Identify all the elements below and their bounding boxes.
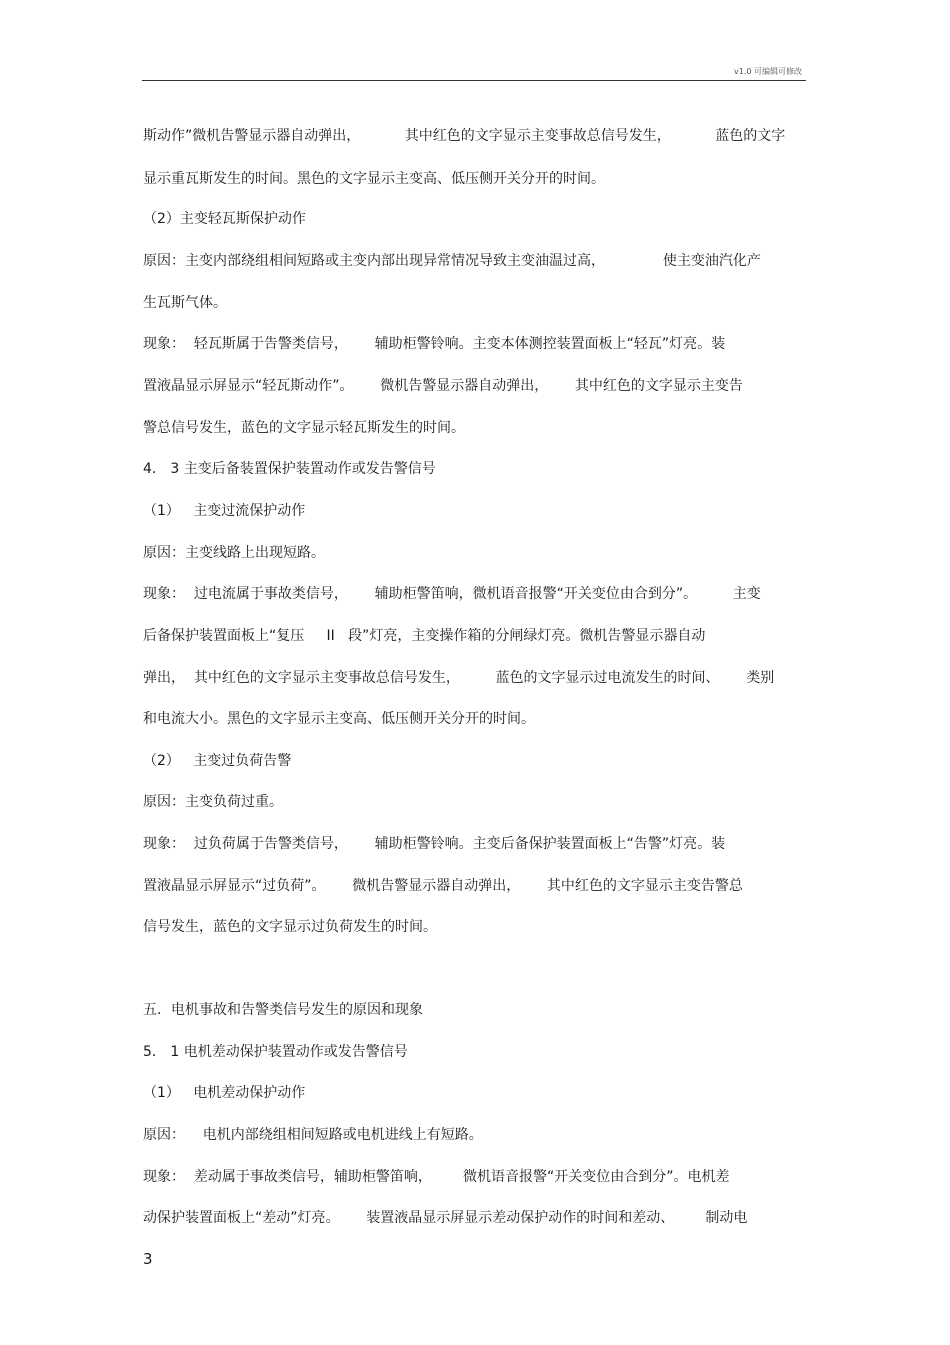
body-line: 斯动作”微机告警显示器自动弹出， 其中红色的文字显示主变事故总信号发生， 蓝色的文字 [143,128,786,144]
body-line: 后备保护装置面板上“复压 II 段”灯亮，主变操作箱的分闸绿灯亮。微机告警显示器自动 [143,628,706,644]
body-line: 弹出， 其中红色的文字显示主变事故总信号发生， 蓝色的文字显示过电流发生的时间、 类别 [143,670,775,686]
header-rule [142,80,806,81]
subsection-heading: （1） 电机差动保护动作 [143,1085,306,1101]
page-number: 3 [143,1250,153,1268]
body-line: 置液晶显示屏显示“过负荷”。 微机告警显示器自动弹出， 其中红色的文字显示主变告警总 [143,878,743,894]
body-line: 置液晶显示屏显示“轻瓦斯动作”。 微机告警显示器自动弹出， 其中红色的文字显示主变告 [143,378,743,394]
section-heading: 5． 1 电机差动保护装置动作或发告警信号 [143,1044,408,1060]
body-line: 原因：主变负荷过重。 [143,794,283,810]
body-line: 警总信号发生，蓝色的文字显示轻瓦斯发生的时间。 [143,420,465,436]
body-line: 原因：主变内部绕组相间短路或主变内部出现异常情况导致主变油温过高， 使主变油汽化产 [143,253,761,269]
body-line: 原因： 电机内部绕组相间短路或电机进线上有短路。 [143,1127,483,1143]
subsection-heading: （1） 主变过流保护动作 [143,503,306,519]
header-version-note: v1.0 可编辑可修改 [734,67,802,76]
body-line: 现象： 差动属于事故类信号，辅助柜警笛响， 微机语音报警“开关变位由合到分”。电机差 [143,1169,730,1185]
body-line: 动保护装置面板上“差动”灯亮。 装置液晶显示屏显示差动保护动作的时间和差动、 制动电 [143,1210,748,1226]
body-line: 现象： 过电流属于事故类信号， 辅助柜警笛响，微机语音报警“开关变位由合到分”。 主变 [143,586,761,602]
body-line: 信号发生，蓝色的文字显示过负荷发生的时间。 [143,919,437,935]
section-heading: 4． 3 主变后备装置保护装置动作或发告警信号 [143,461,436,477]
body-line: 显示重瓦斯发生的时间。黑色的文字显示主变高、低压侧开关分开的时间。 [143,171,605,187]
subsection-heading: （2） 主变过负荷告警 [143,753,292,769]
body-line: （2）主变轻瓦斯保护动作 [143,211,306,227]
body-line: 现象： 轻瓦斯属于告警类信号， 辅助柜警铃响。主变本体测控装置面板上“轻瓦”灯亮。装 [143,336,726,352]
body-line: 生瓦斯气体。 [143,295,227,311]
body-line: 和电流大小。黑色的文字显示主变高、低压侧开关分开的时间。 [143,711,535,727]
chapter-heading: 五．电机事故和告警类信号发生的原因和现象 [143,1002,423,1018]
body-line: 现象： 过负荷属于告警类信号， 辅助柜警铃响。主变后备保护装置面板上“告警”灯亮。装 [143,836,726,852]
body-line: 原因：主变线路上出现短路。 [143,545,325,561]
